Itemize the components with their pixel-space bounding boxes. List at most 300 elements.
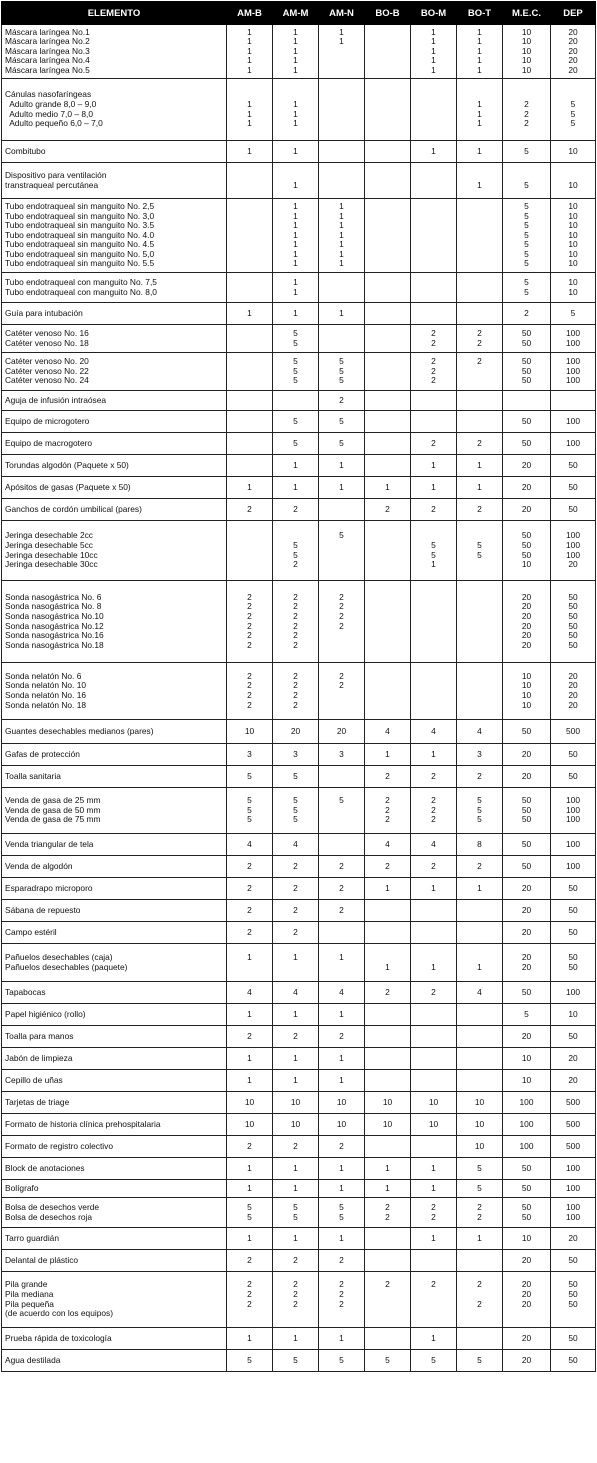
item-label: Pañuelos desechables (paquete) [5, 961, 128, 972]
cell-am-b [227, 720, 273, 744]
quantity-value: 5 [385, 1354, 390, 1365]
cell-am-b [227, 433, 273, 455]
quantity-value: 5 [293, 795, 298, 806]
cell-bo-b [365, 1004, 411, 1026]
cell-bo-b [365, 25, 411, 79]
cell-bo-t [457, 788, 503, 834]
cell-bo-t [457, 663, 503, 720]
cell-elemento [2, 1272, 227, 1328]
table-row [2, 581, 596, 663]
quantity-value [457, 259, 502, 269]
cell-bo-b [365, 477, 411, 499]
quantity-value: 1 [293, 307, 298, 318]
item-label: Tubo endotraqueal sin manguito No. 4.5 [5, 239, 155, 250]
quantity-value: 1 [293, 1232, 298, 1243]
item-label: Adulto pequeño 6,0 – 7,0 [5, 118, 103, 129]
quantity-value: 1 [247, 1232, 252, 1243]
item-label: Sonda nelatón No. 10 [5, 680, 87, 691]
quantity-value [365, 1290, 410, 1300]
cell-dep [551, 900, 596, 922]
item-label: Tubo endotraqueal sin manguito No. 5.5 [5, 258, 155, 269]
quantity-value: 2 [477, 860, 482, 871]
quantity-value [411, 1142, 456, 1152]
table-row [2, 922, 596, 944]
item-label: Guía para intubación [5, 307, 83, 318]
quantity-value: 2 [293, 860, 298, 871]
cell-am-b [227, 1350, 273, 1372]
quantity-value: 2 [431, 814, 436, 825]
quantity-value: 2 [247, 926, 252, 937]
cell-am-b [227, 1070, 273, 1092]
quantity-value: 2 [431, 1211, 436, 1222]
quantity-value: 4 [385, 725, 390, 736]
item-label: Campo estéril [5, 926, 57, 937]
quantity-value: 50 [568, 459, 578, 470]
quantity-value [365, 531, 410, 541]
quantity-value [227, 396, 272, 406]
quantity-value: 1 [339, 36, 344, 47]
quantity-value: 1 [247, 951, 252, 962]
quantity-value [457, 221, 502, 231]
quantity-value: 2 [431, 804, 436, 815]
quantity-value: 50 [521, 375, 532, 386]
cell-bo-b [365, 856, 411, 878]
quantity-value: 10 [521, 26, 532, 37]
cell-am-m [273, 1350, 319, 1372]
quantity-value: 20 [521, 481, 532, 492]
cell-dep [551, 1136, 596, 1158]
cell-mec [503, 455, 551, 477]
quantity-value: 10 [568, 1008, 578, 1019]
quantity-value: 50 [568, 926, 578, 937]
cell-dep [551, 744, 596, 766]
cell-bo-b [365, 1158, 411, 1180]
quantity-value: 10 [568, 248, 578, 259]
quantity-value [411, 641, 456, 651]
table-row [2, 273, 596, 303]
quantity-value: 100 [519, 1118, 534, 1129]
quantity-value [365, 1142, 410, 1152]
header-bo-b: BO-B [365, 2, 411, 25]
cell-am-n [319, 581, 365, 663]
quantity-value: 1 [431, 1162, 436, 1173]
cell-am-n [319, 900, 365, 922]
quantity-value [365, 202, 410, 212]
cell-bo-t [457, 744, 503, 766]
quantity-value: 100 [566, 838, 580, 849]
quantity-value [411, 622, 456, 632]
quantity-value: 1 [247, 108, 252, 119]
quantity-value: 1 [247, 1182, 252, 1193]
cell-am-m [273, 720, 319, 744]
cell-dep [551, 766, 596, 788]
cell-am-m [273, 922, 319, 944]
quantity-value: 2 [477, 327, 482, 338]
quantity-value: 2 [385, 795, 390, 806]
cell-am-n [319, 1114, 365, 1136]
quantity-value: 2 [339, 1140, 344, 1151]
quantity-value [227, 439, 272, 449]
cell-dep [551, 325, 596, 353]
item-label: Apósitos de gasas (Paquete x 50) [5, 481, 131, 492]
item-label: Toalla sanitaria [5, 770, 61, 781]
header-bo-t: BO-T [457, 2, 503, 25]
quantity-value: 2 [431, 437, 436, 448]
cell-am-b [227, 1158, 273, 1180]
item-label: Tubo endotraqueal con manguito No. 8,0 [5, 286, 157, 297]
quantity-value: 1 [431, 459, 436, 470]
cell-mec [503, 1228, 551, 1250]
table-row [2, 1228, 596, 1250]
quantity-value [365, 339, 410, 349]
quantity-value [365, 259, 410, 269]
quantity-value: 1 [477, 1232, 482, 1243]
cell-mec [503, 744, 551, 766]
quantity-value: 3 [247, 748, 252, 759]
cell-elemento [2, 1092, 227, 1114]
quantity-value: 1 [293, 1008, 298, 1019]
quantity-value [457, 288, 502, 298]
cell-mec [503, 788, 551, 834]
cell-elemento [2, 303, 227, 325]
cell-bo-b [365, 720, 411, 744]
table-row [2, 1158, 596, 1180]
cell-elemento [2, 141, 227, 163]
quantity-value: 20 [521, 610, 532, 621]
quantity-value: 5 [570, 98, 576, 109]
quantity-value: 20 [521, 882, 532, 893]
quantity-value: 50 [568, 610, 578, 621]
quantity-value: 100 [566, 860, 580, 871]
quantity-value: 1 [477, 179, 482, 190]
quantity-value: 5 [477, 804, 482, 815]
cell-bo-b [365, 1092, 411, 1114]
quantity-value [365, 309, 410, 319]
quantity-value: 100 [566, 375, 580, 386]
quantity-value [319, 691, 364, 701]
quantity-value: 50 [521, 437, 532, 448]
quantity-value [365, 66, 410, 76]
quantity-value [227, 288, 272, 298]
quantity-value: 10 [568, 179, 578, 190]
quantity-value: 20 [290, 725, 301, 736]
quantity-value: 1 [293, 36, 298, 47]
quantity-value: 500 [566, 1140, 580, 1151]
quantity-value [365, 631, 410, 641]
cell-mec [503, 1180, 551, 1198]
cell-bo-b [365, 1070, 411, 1092]
cell-elemento [2, 391, 227, 411]
cell-am-m [273, 163, 319, 199]
cell-mec [503, 982, 551, 1004]
cell-am-n [319, 922, 365, 944]
quantity-value [365, 357, 410, 367]
quantity-value [227, 963, 272, 973]
quantity-value: 50 [521, 356, 532, 367]
cell-am-b [227, 163, 273, 199]
cell-bo-m [411, 163, 457, 199]
quantity-value: 50 [521, 549, 532, 560]
cell-bo-m [411, 922, 457, 944]
quantity-value: 20 [568, 1052, 578, 1063]
cell-am-b [227, 1272, 273, 1328]
cell-bo-m [411, 1048, 457, 1070]
quantity-value [365, 37, 410, 47]
item-label: Tubo endotraqueal sin manguito No. 3,0 [5, 210, 155, 221]
cell-bo-m [411, 1250, 457, 1272]
quantity-value: 10 [568, 220, 578, 231]
quantity-value: 2 [247, 680, 252, 691]
cell-am-m [273, 1250, 319, 1272]
cell-am-n [319, 411, 365, 433]
cell-am-b [227, 411, 273, 433]
cell-bo-t [457, 455, 503, 477]
quantity-value [227, 221, 272, 231]
cell-bo-m [411, 944, 457, 982]
quantity-value [227, 376, 272, 386]
cell-mec [503, 1114, 551, 1136]
quantity-value: 100 [566, 795, 580, 806]
quantity-value [227, 367, 272, 377]
cell-am-m [273, 1180, 319, 1198]
cell-elemento [2, 1228, 227, 1250]
header-mec: M.E.C. [503, 2, 551, 25]
quantity-value: 1 [293, 239, 298, 250]
cell-am-b [227, 141, 273, 163]
quantity-value: 5 [431, 1354, 436, 1365]
quantity-value [365, 100, 410, 110]
quantity-value: 5 [524, 258, 529, 269]
quantity-value: 2 [385, 814, 390, 825]
item-label: Papel higiénico (rollo) [5, 1008, 86, 1019]
quantity-value: 1 [293, 258, 298, 269]
quantity-value: 100 [566, 986, 580, 997]
quantity-value [319, 641, 364, 651]
table-row [2, 944, 596, 982]
quantity-value: 20 [568, 680, 578, 691]
item-label: Máscara laríngea No.2 [5, 36, 90, 47]
cell-mec [503, 663, 551, 720]
cell-dep [551, 982, 596, 1004]
cell-am-m [273, 325, 319, 353]
quantity-value [457, 631, 502, 641]
quantity-value [365, 221, 410, 231]
cell-am-n [319, 1328, 365, 1350]
cell-dep [551, 1198, 596, 1228]
item-label: Guantes desechables medianos (pares) [5, 725, 154, 736]
quantity-value: 50 [568, 1030, 578, 1041]
quantity-value: 1 [339, 481, 344, 492]
cell-am-m [273, 1026, 319, 1048]
quantity-value [319, 90, 364, 100]
cell-dep [551, 1250, 596, 1272]
quantity-value [319, 329, 364, 339]
cell-mec [503, 1158, 551, 1180]
quantity-value: 2 [524, 118, 529, 129]
quantity-value: 1 [293, 1162, 298, 1173]
item-label: Aguja de infusión intraósea [5, 394, 107, 405]
quantity-value: 50 [568, 591, 578, 602]
quantity-value: 1 [477, 118, 482, 129]
cell-dep [551, 141, 596, 163]
quantity-value: 2 [385, 770, 390, 781]
quantity-value [411, 417, 456, 427]
cell-bo-b [365, 521, 411, 581]
quantity-value: 2 [247, 620, 252, 631]
quantity-value: 10 [568, 145, 578, 156]
quantity-value: 1 [477, 108, 482, 119]
cell-am-m [273, 521, 319, 581]
cell-dep [551, 1180, 596, 1198]
item-label: Delantal de plástico [5, 1254, 79, 1265]
table-row [2, 141, 596, 163]
quantity-value [319, 110, 364, 120]
quantity-value: 50 [521, 530, 532, 541]
quantity-value: 2 [477, 1211, 482, 1222]
cell-bo-m [411, 391, 457, 411]
cell-elemento [2, 433, 227, 455]
cell-bo-t [457, 499, 503, 521]
cell-bo-m [411, 411, 457, 433]
quantity-value: 20 [336, 725, 347, 736]
quantity-value: 50 [568, 601, 578, 612]
quantity-value: 1 [293, 286, 298, 297]
quantity-value: 1 [247, 64, 252, 75]
quantity-value [411, 212, 456, 222]
quantity-value: 1 [293, 145, 298, 156]
quantity-value [457, 622, 502, 632]
header-am-m: AM-M [273, 2, 319, 25]
cell-bo-t [457, 79, 503, 141]
quantity-value: 2 [524, 108, 529, 119]
item-label: Catéter venoso No. 18 [5, 337, 89, 348]
cell-bo-t [457, 433, 503, 455]
quantity-value [551, 396, 595, 406]
quantity-value [319, 772, 364, 782]
cell-am-n [319, 391, 365, 411]
cell-am-n [319, 766, 365, 788]
cell-bo-m [411, 433, 457, 455]
cell-elemento [2, 878, 227, 900]
cell-am-b [227, 1180, 273, 1198]
cell-dep [551, 1114, 596, 1136]
quantity-value [457, 928, 502, 938]
quantity-value [365, 1054, 410, 1064]
quantity-value: 3 [339, 748, 344, 759]
item-label: Adulto medio 7,0 – 8,0 [5, 108, 93, 119]
cell-elemento [2, 1250, 227, 1272]
cell-am-n [319, 163, 365, 199]
item-label: Tarjetas de triage [5, 1096, 70, 1107]
quantity-value: 1 [477, 55, 482, 66]
cell-am-n [319, 1048, 365, 1070]
quantity-value [319, 288, 364, 298]
quantity-value: 1 [477, 961, 482, 972]
cell-am-n [319, 477, 365, 499]
quantity-value [411, 701, 456, 711]
quantity-value: 10 [568, 210, 578, 221]
quantity-value [411, 259, 456, 269]
quantity-value: 5 [524, 179, 529, 190]
table-row [2, 744, 596, 766]
item-label: Venda triangular de tela [5, 838, 94, 849]
quantity-value: 2 [247, 503, 252, 514]
quantity-value: 2 [477, 1201, 482, 1212]
quantity-value [411, 1076, 456, 1086]
cell-dep [551, 1026, 596, 1048]
quantity-value [457, 681, 502, 691]
quantity-value: 20 [521, 926, 532, 937]
quantity-value [365, 110, 410, 120]
cell-mec [503, 1026, 551, 1048]
cell-bo-m [411, 1198, 457, 1228]
item-label: Equipo de macrogotero [5, 437, 93, 448]
quantity-value: 5 [477, 539, 482, 550]
cell-bo-m [411, 1026, 457, 1048]
cell-bo-b [365, 663, 411, 720]
cell-am-m [273, 391, 319, 411]
cell-mec [503, 766, 551, 788]
cell-bo-t [457, 477, 503, 499]
quantity-value: 10 [290, 1118, 301, 1129]
cell-elemento [2, 477, 227, 499]
quantity-value: 100 [566, 530, 580, 541]
table-body [2, 25, 596, 1372]
cell-dep [551, 411, 596, 433]
item-label: Sonda nelatón No. 16 [5, 690, 87, 700]
quantity-value: 5 [293, 375, 298, 386]
quantity-value [365, 1309, 410, 1319]
quantity-value: 10 [382, 1118, 393, 1129]
quantity-value: 2 [477, 356, 482, 367]
cell-am-n [319, 325, 365, 353]
quantity-value: 100 [566, 804, 580, 815]
quantity-value [411, 928, 456, 938]
cell-elemento [2, 663, 227, 720]
cell-am-m [273, 663, 319, 720]
quantity-value: 5 [247, 795, 252, 806]
cell-bo-m [411, 1158, 457, 1180]
table-row [2, 477, 596, 499]
quantity-value: 1 [385, 1162, 390, 1173]
quantity-value: 4 [247, 838, 252, 849]
item-label: Bolígrafo [5, 1182, 39, 1193]
quantity-value: 1 [293, 26, 298, 37]
quantity-value: 4 [339, 986, 344, 997]
quantity-value: 2 [293, 559, 298, 570]
cell-am-b [227, 353, 273, 391]
cell-am-b [227, 1328, 273, 1350]
quantity-value: 5 [293, 1211, 298, 1222]
cell-elemento [2, 273, 227, 303]
quantity-value: 50 [521, 327, 532, 338]
cell-elemento [2, 1180, 227, 1198]
table-row [2, 982, 596, 1004]
quantity-value: 2 [247, 882, 252, 893]
cell-elemento [2, 353, 227, 391]
cell-am-b [227, 663, 273, 720]
quantity-value [227, 417, 272, 427]
cell-am-m [273, 834, 319, 856]
quantity-value: 500 [566, 1118, 580, 1129]
cell-mec [503, 1092, 551, 1114]
quantity-value: 1 [431, 1332, 436, 1343]
quantity-value: 100 [566, 415, 580, 426]
table-row [2, 1350, 596, 1372]
quantity-value [365, 1300, 410, 1310]
quantity-value [365, 171, 410, 181]
cell-bo-t [457, 353, 503, 391]
